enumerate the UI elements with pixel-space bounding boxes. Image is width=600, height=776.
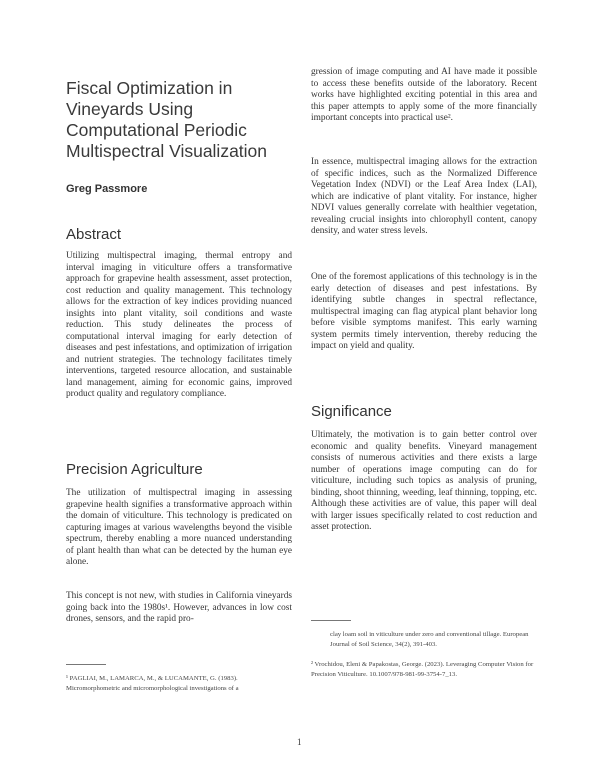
- page-number: 1: [297, 737, 302, 747]
- abstract-text: Utilizing multispectral imaging, thermal entropy and interval imaging in viticulture offers a transformative approach for grapevine health assessment, asset protection, cost reduction and quality management. This technology allows for the extraction of key indices providing nuanced insights into plant vitality, soil conditions and waste reduction. This study delineates the process of computational interval imaging for early detection of diseases and pest infestations, and optimization of irrigation and nutrient strategies. The technology facilitates timely interventions, targeted resource allocation, and sustainable land management, aiming for economic gains, improved product quality and regulatory compliance.: [66, 251, 292, 399]
- precision-paragraph-1: The utilization of multispectral imaging in assessing grapevine health signifies a transformative approach within the domain of viticulture. This technology is predicated on capturing images at various wavelengths beyond the visible spectrum, thereby enabling a more nuanced understanding of plant health than what can be detected by the human eye alone.: [66, 488, 292, 567]
- precision-paragraph-2: This concept is not new, with studies in California vineyards going back into the 1980s¹. However, advances in low cost drones, sensors, and the rapid pro-: [66, 591, 292, 624]
- right-paragraph-3: One of the foremost applications of this technology is in the early detection of diseases and pest infestations. By identifying subtle changes in spectral reflectance, multispectral imaging can flag atypical plant behavior long before visible symptoms manifest. This early warning system permits timely intervention, thereby reducing the impact on yield and quality.: [311, 272, 537, 351]
- abstract-heading: Abstract: [66, 226, 122, 243]
- right-paragraph-1: gression of image computing and AI have made it possible to access these benefits outside of the laboratory. Recent works have highlighted exciting potential in this area and this paper attempts to apply some of the more financially important concepts into practical use².: [311, 67, 537, 123]
- footnote-1: ¹ PAGLIAI, M., LAMARCA, M., & LUCAMANTE, G. (1983). Micromorphometric and micromorphological investigations of a: [66, 675, 239, 692]
- footnote-1-continued: clay loam soil in viticulture under zero and conventional tillage. European Journal of Soil Science, 34(2), 391-403.: [330, 631, 529, 648]
- footnote-rule-right: [311, 620, 351, 621]
- right-paragraph-2: In essence, multispectral imaging allows for the extraction of specific indices, such as the Normalized Difference Vegetation Index (NDVI) or the Leaf Area Index (LAI), which are indicative of plant vitality. For instance, higher NDVI values generally correlate with healthier vegetation, revealing crucial insights into chlorophyll content, canopy density, and water stress levels.: [311, 157, 537, 236]
- footnote-rule-left: [66, 664, 106, 665]
- author-name: Greg Passmore: [66, 183, 148, 195]
- precision-agriculture-heading: Precision Agriculture: [66, 461, 203, 478]
- paper-title: Fiscal Optimization in Vineyards Using Computational Periodic Multispectral Visualization: [66, 78, 268, 161]
- footnote-2: ² Vrochidou, Eleni & Papakostas, George. (2023). Leveraging Computer Vision for Precision Viticulture. 10.1007/978-981-99-3754-7_13.: [311, 661, 534, 678]
- significance-paragraph: Ultimately, the motivation is to gain better control over economic and quality benefits. Vineyard management consists of numerous activities and there exists a large number of operations image computing can do for viticulture, including such topics as analysis of pruning, binding, shoot thinning, weeding, leaf thinning, topping, etc. Although these activities are of value, this paper will deal with larger issues specifically related to cost reduction and asset protection.: [311, 430, 537, 532]
- significance-heading: Significance: [311, 403, 392, 420]
